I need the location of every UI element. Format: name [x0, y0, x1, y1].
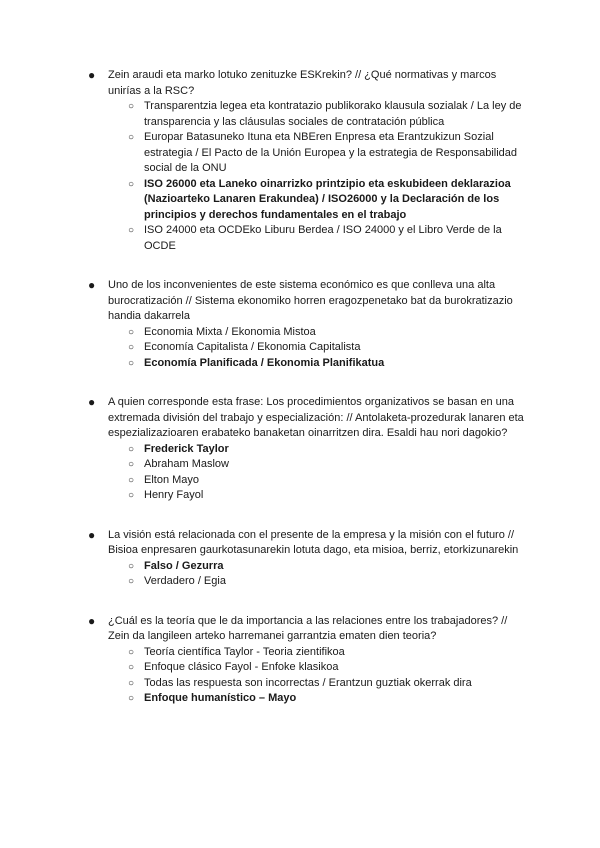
answer-item [108, 473, 528, 489]
question-item [88, 278, 528, 371]
answer-item [108, 645, 528, 661]
answer-item [108, 325, 528, 341]
hollow-bullet-icon: ○ [128, 178, 135, 190]
hollow-bullet-icon: ○ [128, 646, 135, 658]
hollow-bullet-icon: ○ [128, 459, 135, 470]
answer-text: Falso / Gezurra [144, 559, 224, 572]
filled-bullet-icon: ● [88, 395, 96, 409]
answer-item [108, 488, 528, 504]
question-text: ¿Cuál es la teoría que le da importancia a las relaciones entre los trabajadores? // Zein da langileen arteko harremanei garrantzia ematen dien teoria? [108, 614, 508, 642]
filled-bullet-icon: ● [88, 278, 96, 292]
answer-list [108, 99, 528, 254]
answer-text: ISO 26000 eta Laneko oinarrizko printzipio eta eskubideen deklarazioa (Nazioarteko Lanaren Erakundea) / ISO26000 y la Declaración de los principios y derechos fundamentales en el trabajo [144, 177, 511, 221]
answer-item [108, 676, 528, 692]
hollow-bullet-icon: ○ [128, 490, 135, 501]
answer-text: Abraham Maslow [144, 458, 229, 470]
answer-text: Transparentzia legea eta kontratazio publikorako klausula sozialak / La ley de transparencia y las cláusulas sociales de contratación pública [144, 100, 522, 128]
answer-item-correct [108, 177, 528, 224]
question-text: Zein araudi eta marko lotuko zenituzke ESKrekin? // ¿Qué normativas y marcos unirías a la RSC? [108, 69, 497, 97]
hollow-bullet-icon: ○ [128, 474, 135, 486]
answer-text: Elton Mayo [144, 473, 200, 486]
answer-item-correct [108, 356, 528, 372]
answer-text: Todas las respuesta son incorrectas / Erantzun guztiak okerrak dira [144, 676, 472, 689]
answer-text: Europar Batasuneko Ituna eta NBEren Enpresa eta Erantzukizun Sozial estrategia / El Pacto de la Unión Europea y la estrategia de Responsabilidad social de la ONU [144, 131, 518, 174]
filled-bullet-icon: ● [88, 613, 96, 628]
answer-item [108, 340, 528, 356]
filled-bullet-icon: ● [88, 527, 96, 542]
question-item [88, 528, 528, 590]
answer-item [108, 99, 528, 130]
hollow-bullet-icon: ○ [128, 342, 135, 353]
answer-list [108, 559, 528, 590]
answer-item [108, 574, 528, 590]
answer-text: Frederick Taylor [144, 442, 229, 455]
hollow-bullet-icon: ○ [128, 693, 135, 704]
question-text: A quien corresponde esta frase: Los procedimientos organizativos se basan en una extremada división del trabajo y especialización: // Antolaketa-prozedurak lanaren eta espezializazioaren erabateko banaketan oinarritzen dira. Esaldi hau nori dagokio? [108, 396, 524, 439]
answer-list [108, 325, 528, 372]
answer-text: Economia Mixta / Ekonomia Mistoa [144, 325, 316, 338]
answer-text: Henry Fayol [144, 489, 204, 501]
answer-text: Enfoque clásico Fayol - Enfoke klasikoa [144, 661, 339, 673]
hollow-bullet-icon: ○ [128, 225, 135, 236]
answer-item-correct [108, 559, 528, 575]
hollow-bullet-icon: ○ [128, 677, 135, 689]
answer-text: ISO 24000 eta OCDEko Liburu Berdea / ISO 24000 y el Libro Verde de la OCDE [144, 224, 502, 252]
hollow-bullet-icon: ○ [128, 443, 135, 455]
answer-item [108, 660, 528, 676]
filled-bullet-icon: ● [88, 68, 96, 82]
hollow-bullet-icon: ○ [128, 132, 135, 143]
hollow-bullet-icon: ○ [128, 576, 135, 587]
hollow-bullet-icon: ○ [128, 662, 135, 673]
answer-item [108, 130, 528, 177]
hollow-bullet-icon: ○ [128, 560, 135, 572]
answer-text: Teoría científica Taylor - Teoria zientifikoa [144, 645, 345, 658]
answer-text: Economía Planificada / Ekonomia Planifikatua [144, 356, 385, 369]
answer-item [108, 457, 528, 473]
hollow-bullet-icon: ○ [128, 357, 135, 369]
answer-item-correct [108, 691, 528, 707]
answer-text: Verdadero / Egia [144, 575, 226, 587]
hollow-bullet-icon: ○ [128, 101, 135, 112]
answer-list [108, 645, 528, 707]
answer-text: Enfoque humanístico – Mayo [144, 692, 297, 704]
question-item [88, 614, 528, 707]
question-item [88, 68, 528, 254]
question-text: Uno de los inconvenientes de este sistema económico es que conlleva una alta burocratización // Sistema ekonomiko horren eragozpenetako bat da burokratizazio handia dakarrela [108, 279, 513, 322]
hollow-bullet-icon: ○ [128, 326, 135, 338]
answer-item-correct [108, 442, 528, 458]
answer-list [108, 442, 528, 504]
question-item [88, 395, 528, 504]
answer-item [108, 223, 528, 254]
answer-text: Economía Capitalista / Ekonomia Capitalista [144, 341, 361, 353]
question-text: La visión está relacionada con el presente de la empresa y la misión con el futuro // Bisioa enpresaren gaurkotasunarekin lotuta dago, eta misioa, berriz, etorkizunarekin [108, 528, 519, 556]
